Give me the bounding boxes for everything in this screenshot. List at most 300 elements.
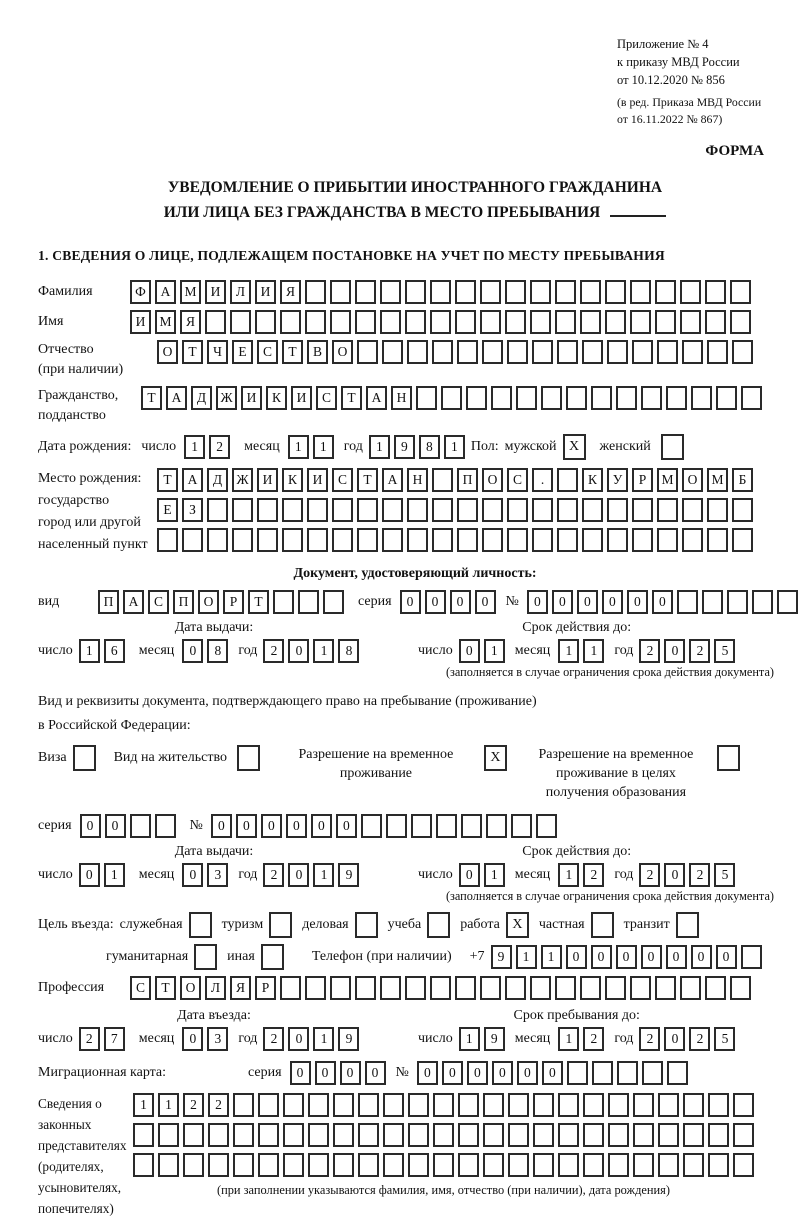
char-cell[interactable] <box>632 528 653 552</box>
char-cell[interactable]: О <box>157 340 178 364</box>
char-cell[interactable] <box>480 280 501 304</box>
char-cell[interactable]: А <box>166 386 187 410</box>
char-cell[interactable]: Н <box>391 386 412 410</box>
char-cell[interactable]: И <box>255 280 276 304</box>
char-cell[interactable]: 0 <box>182 863 203 887</box>
char-cell[interactable] <box>305 280 326 304</box>
char-cell[interactable] <box>555 310 576 334</box>
char-cell[interactable] <box>157 528 178 552</box>
char-cell[interactable]: 0 <box>365 1061 386 1085</box>
char-cell[interactable] <box>380 310 401 334</box>
char-cell[interactable] <box>505 976 526 1000</box>
char-cell[interactable] <box>658 1123 679 1147</box>
char-cell[interactable] <box>441 386 462 410</box>
char-cell[interactable]: Т <box>248 590 269 614</box>
char-cell[interactable]: Ч <box>207 340 228 364</box>
char-cell[interactable] <box>580 976 601 1000</box>
char-cell[interactable]: 1 <box>558 863 579 887</box>
char-cell[interactable] <box>530 976 551 1000</box>
char-cell[interactable]: А <box>382 468 403 492</box>
char-cell[interactable] <box>733 1153 754 1177</box>
char-cell[interactable]: 0 <box>664 639 685 663</box>
char-cell[interactable] <box>741 386 762 410</box>
char-cell[interactable] <box>458 1123 479 1147</box>
char-cell[interactable]: 0 <box>417 1061 438 1085</box>
char-cell[interactable] <box>282 528 303 552</box>
char-cell[interactable]: 1 <box>79 639 100 663</box>
char-cell[interactable]: Д <box>191 386 212 410</box>
char-cell[interactable] <box>155 814 176 838</box>
char-cell[interactable]: О <box>332 340 353 364</box>
char-cell[interactable]: С <box>316 386 337 410</box>
char-cell[interactable] <box>532 340 553 364</box>
char-cell[interactable] <box>608 1153 629 1177</box>
char-cell[interactable] <box>583 1153 604 1177</box>
char-cell[interactable] <box>508 1093 529 1117</box>
char-cell[interactable] <box>430 310 451 334</box>
sex-male-checkbox[interactable]: X <box>563 434 586 460</box>
char-cell[interactable]: 5 <box>714 863 735 887</box>
char-cell[interactable]: Т <box>182 340 203 364</box>
purpose-business-checkbox[interactable] <box>355 912 378 938</box>
char-cell[interactable]: 1 <box>444 435 465 459</box>
char-cell[interactable]: 8 <box>207 639 228 663</box>
char-cell[interactable]: Ж <box>216 386 237 410</box>
char-cell[interactable]: Л <box>230 280 251 304</box>
char-cell[interactable]: 1 <box>583 639 604 663</box>
purpose-official-checkbox[interactable] <box>189 912 212 938</box>
char-cell[interactable] <box>466 386 487 410</box>
char-cell[interactable]: 1 <box>484 639 505 663</box>
char-cell[interactable] <box>233 1093 254 1117</box>
char-cell[interactable] <box>541 386 562 410</box>
char-cell[interactable] <box>702 590 723 614</box>
char-cell[interactable]: 0 <box>286 814 307 838</box>
char-cell[interactable] <box>330 280 351 304</box>
char-cell[interactable] <box>658 1153 679 1177</box>
visa-checkbox[interactable] <box>73 745 96 771</box>
temp-residence-edu-checkbox[interactable] <box>717 745 740 771</box>
char-cell[interactable] <box>608 1093 629 1117</box>
char-cell[interactable] <box>461 814 482 838</box>
char-cell[interactable] <box>555 976 576 1000</box>
char-cell[interactable]: 2 <box>263 639 284 663</box>
char-cell[interactable] <box>705 976 726 1000</box>
char-cell[interactable]: С <box>130 976 151 1000</box>
char-cell[interactable] <box>777 590 798 614</box>
char-cell[interactable] <box>332 498 353 522</box>
char-cell[interactable]: Л <box>205 976 226 1000</box>
char-cell[interactable]: А <box>182 468 203 492</box>
char-cell[interactable]: И <box>241 386 262 410</box>
char-cell[interactable]: 0 <box>211 814 232 838</box>
char-cell[interactable] <box>405 976 426 1000</box>
char-cell[interactable]: С <box>148 590 169 614</box>
char-cell[interactable]: 1 <box>313 639 334 663</box>
char-cell[interactable] <box>358 1123 379 1147</box>
char-cell[interactable] <box>582 340 603 364</box>
char-cell[interactable] <box>408 1093 429 1117</box>
char-cell[interactable]: 2 <box>263 1027 284 1051</box>
char-cell[interactable] <box>405 280 426 304</box>
char-cell[interactable] <box>752 590 773 614</box>
char-cell[interactable] <box>530 280 551 304</box>
char-cell[interactable]: 0 <box>288 863 309 887</box>
char-cell[interactable]: 2 <box>639 863 660 887</box>
char-cell[interactable]: Р <box>223 590 244 614</box>
char-cell[interactable]: И <box>257 468 278 492</box>
char-cell[interactable] <box>233 1123 254 1147</box>
char-cell[interactable]: 0 <box>716 945 737 969</box>
char-cell[interactable] <box>707 340 728 364</box>
char-cell[interactable]: И <box>291 386 312 410</box>
char-cell[interactable] <box>733 1093 754 1117</box>
char-cell[interactable] <box>330 976 351 1000</box>
char-cell[interactable]: 1 <box>484 863 505 887</box>
char-cell[interactable]: 0 <box>475 590 496 614</box>
char-cell[interactable] <box>298 590 319 614</box>
char-cell[interactable]: 1 <box>184 435 205 459</box>
char-cell[interactable] <box>732 498 753 522</box>
char-cell[interactable]: С <box>257 340 278 364</box>
char-cell[interactable]: П <box>98 590 119 614</box>
char-cell[interactable]: 0 <box>616 945 637 969</box>
char-cell[interactable]: В <box>307 340 328 364</box>
char-cell[interactable] <box>455 310 476 334</box>
char-cell[interactable]: М <box>707 468 728 492</box>
char-cell[interactable] <box>207 498 228 522</box>
char-cell[interactable] <box>407 340 428 364</box>
char-cell[interactable]: 0 <box>315 1061 336 1085</box>
char-cell[interactable] <box>655 976 676 1000</box>
char-cell[interactable] <box>207 528 228 552</box>
char-cell[interactable] <box>557 528 578 552</box>
char-cell[interactable] <box>677 590 698 614</box>
char-cell[interactable] <box>158 1153 179 1177</box>
char-cell[interactable]: 0 <box>459 863 480 887</box>
char-cell[interactable]: 0 <box>459 639 480 663</box>
char-cell[interactable] <box>633 1093 654 1117</box>
char-cell[interactable] <box>683 1153 704 1177</box>
char-cell[interactable] <box>705 310 726 334</box>
char-cell[interactable]: 0 <box>182 639 203 663</box>
char-cell[interactable] <box>405 310 426 334</box>
char-cell[interactable] <box>630 976 651 1000</box>
char-cell[interactable]: 2 <box>639 1027 660 1051</box>
char-cell[interactable] <box>355 976 376 1000</box>
char-cell[interactable] <box>591 386 612 410</box>
sex-female-checkbox[interactable] <box>661 434 684 460</box>
char-cell[interactable] <box>258 1093 279 1117</box>
char-cell[interactable] <box>657 498 678 522</box>
char-cell[interactable] <box>323 590 344 614</box>
char-cell[interactable] <box>133 1153 154 1177</box>
char-cell[interactable] <box>491 386 512 410</box>
char-cell[interactable]: 1 <box>133 1093 154 1117</box>
char-cell[interactable] <box>232 528 253 552</box>
char-cell[interactable]: О <box>482 468 503 492</box>
char-cell[interactable] <box>732 528 753 552</box>
char-cell[interactable]: 0 <box>542 1061 563 1085</box>
char-cell[interactable] <box>605 310 626 334</box>
char-cell[interactable] <box>566 386 587 410</box>
char-cell[interactable] <box>567 1061 588 1085</box>
char-cell[interactable]: 1 <box>288 435 309 459</box>
char-cell[interactable] <box>432 528 453 552</box>
char-cell[interactable] <box>455 976 476 1000</box>
char-cell[interactable] <box>605 280 626 304</box>
char-cell[interactable] <box>307 498 328 522</box>
char-cell[interactable] <box>530 310 551 334</box>
char-cell[interactable] <box>232 498 253 522</box>
char-cell[interactable] <box>682 528 703 552</box>
char-cell[interactable]: 8 <box>338 639 359 663</box>
char-cell[interactable] <box>233 1153 254 1177</box>
char-cell[interactable]: 0 <box>492 1061 513 1085</box>
char-cell[interactable] <box>432 498 453 522</box>
char-cell[interactable] <box>257 528 278 552</box>
char-cell[interactable] <box>133 1123 154 1147</box>
char-cell[interactable] <box>705 280 726 304</box>
char-cell[interactable] <box>483 1153 504 1177</box>
char-cell[interactable]: 3 <box>207 1027 228 1051</box>
char-cell[interactable] <box>411 814 432 838</box>
char-cell[interactable]: 3 <box>207 863 228 887</box>
char-cell[interactable] <box>183 1153 204 1177</box>
char-cell[interactable] <box>382 528 403 552</box>
char-cell[interactable] <box>583 1093 604 1117</box>
char-cell[interactable]: И <box>307 468 328 492</box>
char-cell[interactable]: Б <box>732 468 753 492</box>
char-cell[interactable]: З <box>182 498 203 522</box>
char-cell[interactable] <box>580 280 601 304</box>
char-cell[interactable]: Н <box>407 468 428 492</box>
char-cell[interactable] <box>432 340 453 364</box>
char-cell[interactable] <box>457 340 478 364</box>
char-cell[interactable] <box>358 1153 379 1177</box>
purpose-tourism-checkbox[interactable] <box>269 912 292 938</box>
char-cell[interactable] <box>511 814 532 838</box>
char-cell[interactable] <box>358 1093 379 1117</box>
char-cell[interactable]: 0 <box>288 1027 309 1051</box>
char-cell[interactable] <box>416 386 437 410</box>
purpose-other-checkbox[interactable] <box>261 944 284 970</box>
char-cell[interactable] <box>407 498 428 522</box>
char-cell[interactable] <box>158 1123 179 1147</box>
char-cell[interactable]: 0 <box>261 814 282 838</box>
char-cell[interactable] <box>480 310 501 334</box>
char-cell[interactable] <box>333 1123 354 1147</box>
purpose-private-checkbox[interactable] <box>591 912 614 938</box>
char-cell[interactable]: 0 <box>182 1027 203 1051</box>
char-cell[interactable] <box>708 1153 729 1177</box>
char-cell[interactable]: И <box>205 280 226 304</box>
char-cell[interactable] <box>507 340 528 364</box>
char-cell[interactable] <box>582 528 603 552</box>
char-cell[interactable]: 1 <box>558 639 579 663</box>
char-cell[interactable]: Д <box>207 468 228 492</box>
char-cell[interactable] <box>383 1093 404 1117</box>
char-cell[interactable] <box>617 1061 638 1085</box>
char-cell[interactable] <box>607 340 628 364</box>
char-cell[interactable]: Я <box>180 310 201 334</box>
char-cell[interactable]: 0 <box>467 1061 488 1085</box>
char-cell[interactable]: К <box>266 386 287 410</box>
char-cell[interactable]: 0 <box>425 590 446 614</box>
char-cell[interactable] <box>666 386 687 410</box>
char-cell[interactable] <box>380 976 401 1000</box>
char-cell[interactable]: 1 <box>158 1093 179 1117</box>
char-cell[interactable] <box>307 528 328 552</box>
char-cell[interactable] <box>480 976 501 1000</box>
char-cell[interactable]: К <box>582 468 603 492</box>
char-cell[interactable]: 0 <box>664 1027 685 1051</box>
char-cell[interactable] <box>727 590 748 614</box>
char-cell[interactable] <box>557 498 578 522</box>
char-cell[interactable] <box>280 976 301 1000</box>
char-cell[interactable]: 0 <box>450 590 471 614</box>
char-cell[interactable] <box>433 1153 454 1177</box>
char-cell[interactable] <box>583 1123 604 1147</box>
char-cell[interactable]: 1 <box>104 863 125 887</box>
char-cell[interactable] <box>608 1123 629 1147</box>
char-cell[interactable] <box>258 1123 279 1147</box>
char-cell[interactable] <box>283 1153 304 1177</box>
char-cell[interactable] <box>680 310 701 334</box>
char-cell[interactable]: 0 <box>577 590 598 614</box>
char-cell[interactable] <box>357 340 378 364</box>
char-cell[interactable]: А <box>155 280 176 304</box>
char-cell[interactable] <box>680 280 701 304</box>
char-cell[interactable]: 1 <box>369 435 390 459</box>
char-cell[interactable] <box>432 468 453 492</box>
char-cell[interactable] <box>407 528 428 552</box>
char-cell[interactable]: 0 <box>664 863 685 887</box>
char-cell[interactable]: 6 <box>104 639 125 663</box>
char-cell[interactable]: 0 <box>79 863 100 887</box>
char-cell[interactable]: П <box>457 468 478 492</box>
char-cell[interactable] <box>657 528 678 552</box>
char-cell[interactable]: . <box>532 468 553 492</box>
char-cell[interactable]: М <box>180 280 201 304</box>
char-cell[interactable] <box>532 528 553 552</box>
char-cell[interactable] <box>667 1061 688 1085</box>
char-cell[interactable] <box>382 340 403 364</box>
char-cell[interactable] <box>716 386 737 410</box>
char-cell[interactable] <box>355 310 376 334</box>
char-cell[interactable]: 2 <box>583 1027 604 1051</box>
char-cell[interactable] <box>282 498 303 522</box>
char-cell[interactable] <box>658 1093 679 1117</box>
char-cell[interactable] <box>130 814 151 838</box>
char-cell[interactable]: 0 <box>602 590 623 614</box>
char-cell[interactable] <box>455 280 476 304</box>
char-cell[interactable] <box>482 528 503 552</box>
char-cell[interactable] <box>533 1123 554 1147</box>
char-cell[interactable]: 0 <box>666 945 687 969</box>
char-cell[interactable]: С <box>507 468 528 492</box>
char-cell[interactable]: 0 <box>691 945 712 969</box>
char-cell[interactable] <box>592 1061 613 1085</box>
char-cell[interactable]: 2 <box>689 863 710 887</box>
char-cell[interactable]: 0 <box>236 814 257 838</box>
char-cell[interactable]: О <box>180 976 201 1000</box>
char-cell[interactable]: 2 <box>689 1027 710 1051</box>
char-cell[interactable]: 0 <box>340 1061 361 1085</box>
char-cell[interactable]: 2 <box>208 1093 229 1117</box>
char-cell[interactable]: О <box>198 590 219 614</box>
char-cell[interactable] <box>183 1123 204 1147</box>
char-cell[interactable] <box>632 498 653 522</box>
char-cell[interactable] <box>308 1123 329 1147</box>
char-cell[interactable]: Е <box>157 498 178 522</box>
char-cell[interactable]: А <box>366 386 387 410</box>
char-cell[interactable]: П <box>173 590 194 614</box>
char-cell[interactable] <box>708 1093 729 1117</box>
char-cell[interactable] <box>258 1153 279 1177</box>
char-cell[interactable]: 0 <box>552 590 573 614</box>
char-cell[interactable] <box>707 528 728 552</box>
char-cell[interactable]: Я <box>230 976 251 1000</box>
purpose-transit-checkbox[interactable] <box>676 912 699 938</box>
char-cell[interactable] <box>332 528 353 552</box>
char-cell[interactable] <box>630 310 651 334</box>
char-cell[interactable] <box>357 498 378 522</box>
char-cell[interactable]: М <box>155 310 176 334</box>
char-cell[interactable] <box>616 386 637 410</box>
char-cell[interactable] <box>505 280 526 304</box>
char-cell[interactable]: 2 <box>689 639 710 663</box>
char-cell[interactable] <box>205 310 226 334</box>
char-cell[interactable]: У <box>607 468 628 492</box>
char-cell[interactable] <box>558 1123 579 1147</box>
char-cell[interactable]: 1 <box>459 1027 480 1051</box>
char-cell[interactable]: 2 <box>209 435 230 459</box>
char-cell[interactable] <box>655 280 676 304</box>
char-cell[interactable] <box>683 1093 704 1117</box>
char-cell[interactable] <box>732 340 753 364</box>
char-cell[interactable]: 1 <box>313 435 334 459</box>
char-cell[interactable] <box>730 280 751 304</box>
char-cell[interactable] <box>383 1153 404 1177</box>
char-cell[interactable]: Т <box>357 468 378 492</box>
char-cell[interactable] <box>457 528 478 552</box>
char-cell[interactable] <box>436 814 457 838</box>
char-cell[interactable] <box>505 310 526 334</box>
char-cell[interactable]: 7 <box>104 1027 125 1051</box>
char-cell[interactable] <box>630 280 651 304</box>
char-cell[interactable] <box>333 1093 354 1117</box>
char-cell[interactable] <box>482 340 503 364</box>
char-cell[interactable]: 0 <box>400 590 421 614</box>
char-cell[interactable]: 2 <box>583 863 604 887</box>
char-cell[interactable] <box>308 1093 329 1117</box>
char-cell[interactable]: 0 <box>652 590 673 614</box>
char-cell[interactable] <box>642 1061 663 1085</box>
char-cell[interactable]: 0 <box>527 590 548 614</box>
char-cell[interactable] <box>458 1153 479 1177</box>
char-cell[interactable]: 8 <box>419 435 440 459</box>
char-cell[interactable] <box>308 1153 329 1177</box>
char-cell[interactable] <box>682 340 703 364</box>
char-cell[interactable]: 1 <box>558 1027 579 1051</box>
char-cell[interactable] <box>580 310 601 334</box>
char-cell[interactable] <box>557 468 578 492</box>
char-cell[interactable] <box>182 528 203 552</box>
char-cell[interactable] <box>707 498 728 522</box>
char-cell[interactable]: Я <box>280 280 301 304</box>
char-cell[interactable] <box>230 310 251 334</box>
